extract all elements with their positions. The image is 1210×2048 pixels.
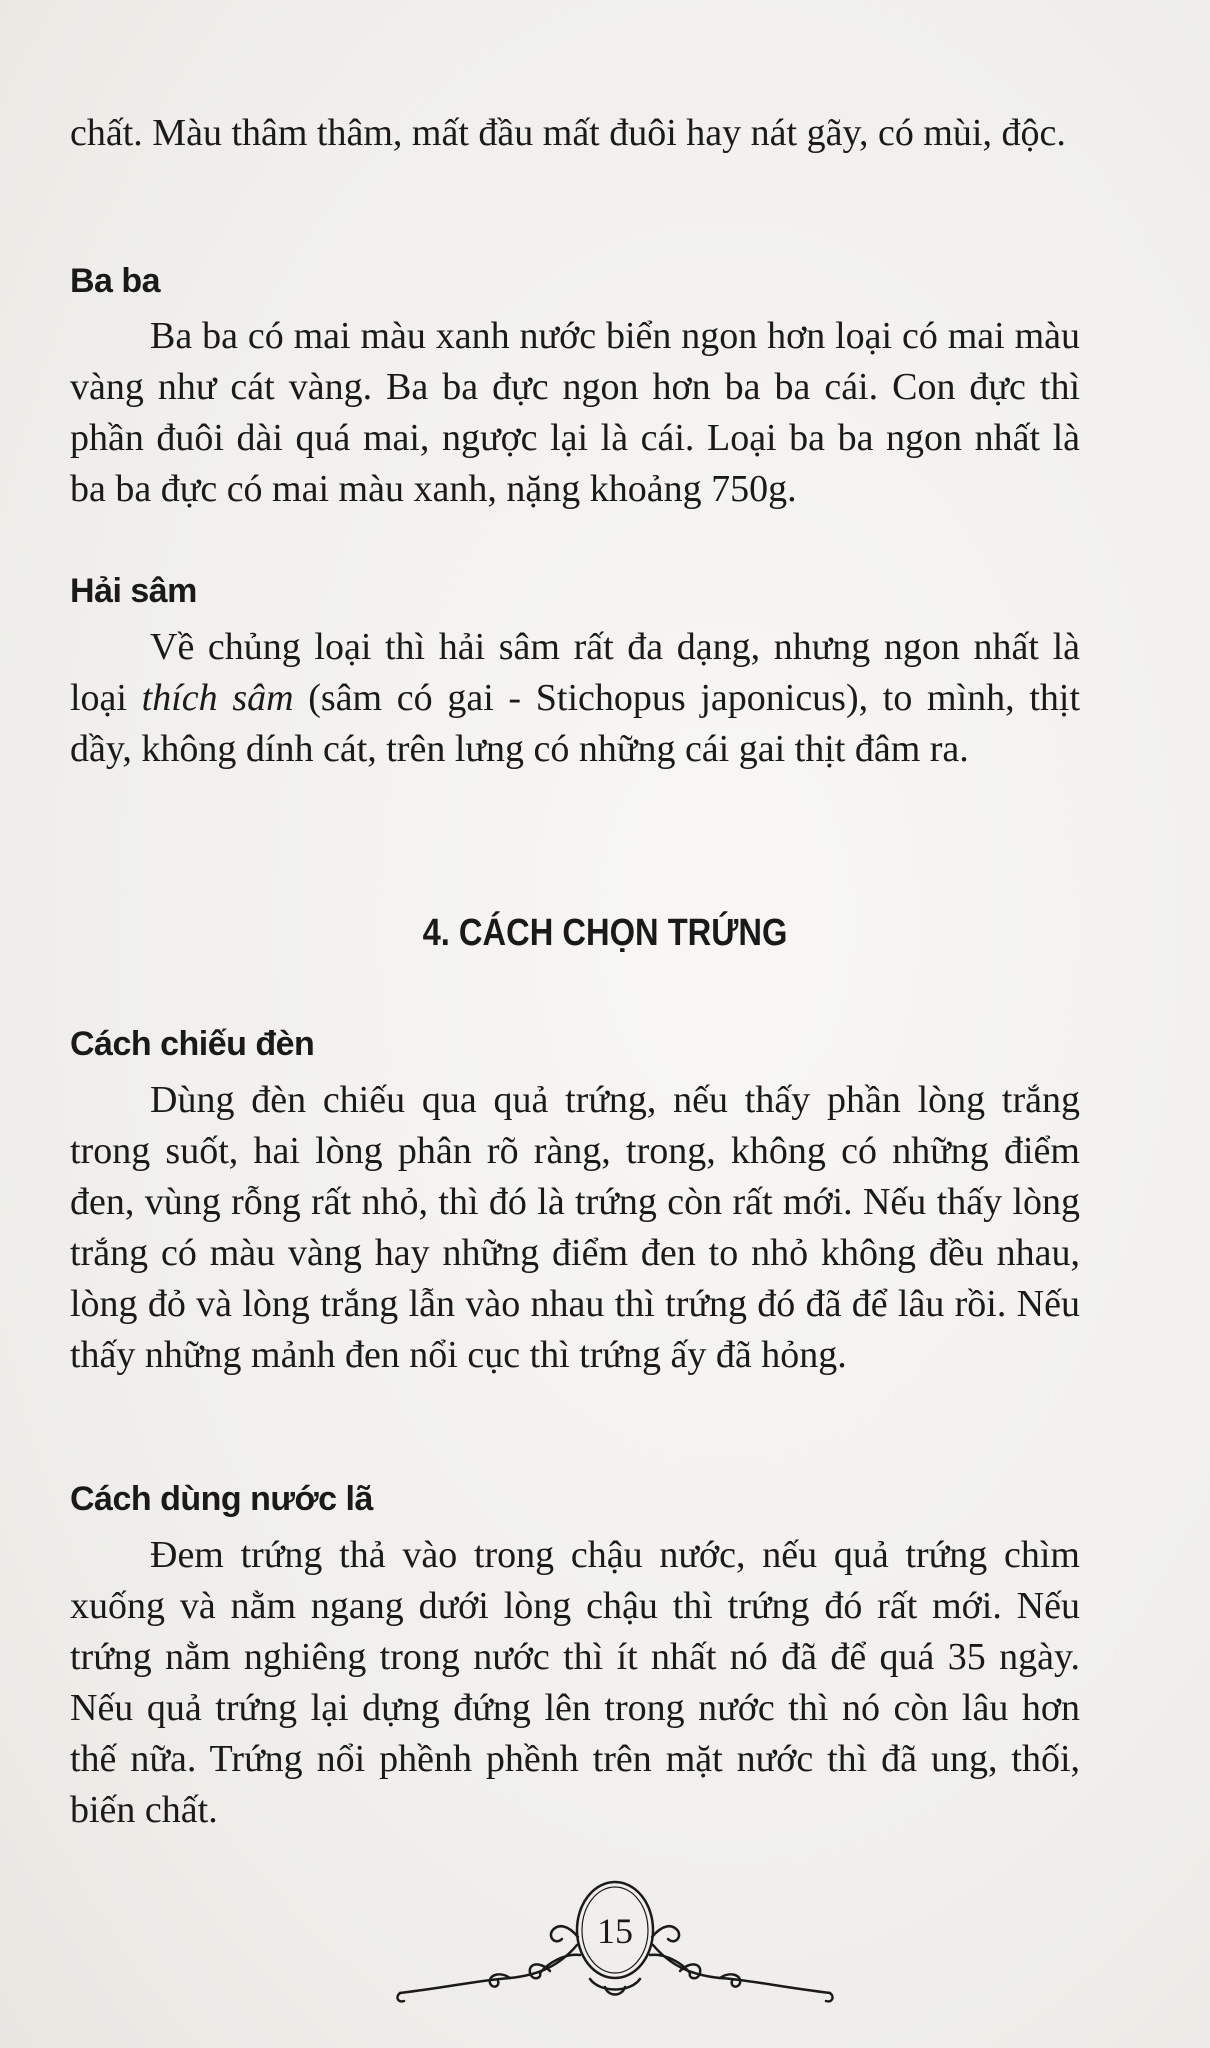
ornament-icon bbox=[390, 1875, 840, 2015]
paragraph-cach-dung-nuoc-la: Đem trứng thả vào trong chậu nước, nếu quả trứng chìm xuống và nằm ngang dưới lòng chậu thì trứng đó rất mới. Nếu trứng nằm nghiêng trong nước thì ít nhất nó đã để quá 35 ngày. Nếu quả trứng lại dựng đứng lên trong nước thì nó còn lâu hơn thế nữa. Trứng nổi phềnh phềnh trên mặt nước thì đã ung, thối, biến chất. bbox=[70, 1534, 1080, 1831]
paragraph-ba-ba: Ba ba có mai màu xanh nước biển ngon hơn loại có mai màu vàng như cát vàng. Ba ba đực ngon hơn ba ba cái. Con đực thì phần đuôi dài quá mai, ngược lại là cái. Loại ba ba ngon nhất là ba ba đực có mai màu xanh, nặng khoảng 750g. bbox=[70, 315, 1080, 510]
paragraph-cach-chieu-den: Dùng đèn chiếu qua quả trứng, nếu thấy phần lòng trắng trong suốt, hai lòng phân rõ ràng, trong, không có những điểm đen, vùng rỗng rất nhỏ, thì đó là trứng còn rất mới. Nếu thấy lòng trắng có màu vàng hay những điểm đen to nhỏ không đều nhau, lòng đỏ và lòng trắng lẫn vào nhau thì trứng đó đã để lâu rồi. Nếu thấy những mảnh đen nổi cục thì trứng ấy đã hỏng. bbox=[70, 1079, 1080, 1376]
page-number: 15 bbox=[597, 1911, 633, 1951]
heading-cach-dung-nuoc-la: Cách dùng nước lã bbox=[70, 1480, 373, 1518]
paragraph-hai-sam: Về chủng loại thì hải sâm rất đa dạng, nhưng ngon nhất là loại thích sâm (sâm có gai - Stichopus japonicus), to mình, thịt dầy, không dính cát, trên lưng có những cái gai thịt đâm ra. bbox=[70, 626, 1080, 770]
heading-cach-chieu-den: Cách chiếu đèn bbox=[70, 1025, 315, 1063]
heading-hai-sam: Hải sâm bbox=[70, 572, 197, 610]
heading-ba-ba: Ba ba bbox=[70, 262, 161, 300]
section-title: 4. CÁCH CHỌN TRỨNG bbox=[422, 912, 788, 954]
paragraph-continuation: chất. Màu thâm thâm, mất đầu mất đuôi hay nát gãy, có mùi, độc. bbox=[70, 112, 1066, 154]
page-number-ornament bbox=[390, 1875, 840, 2015]
emphasis-thich-sam: thích sâm bbox=[141, 677, 294, 719]
